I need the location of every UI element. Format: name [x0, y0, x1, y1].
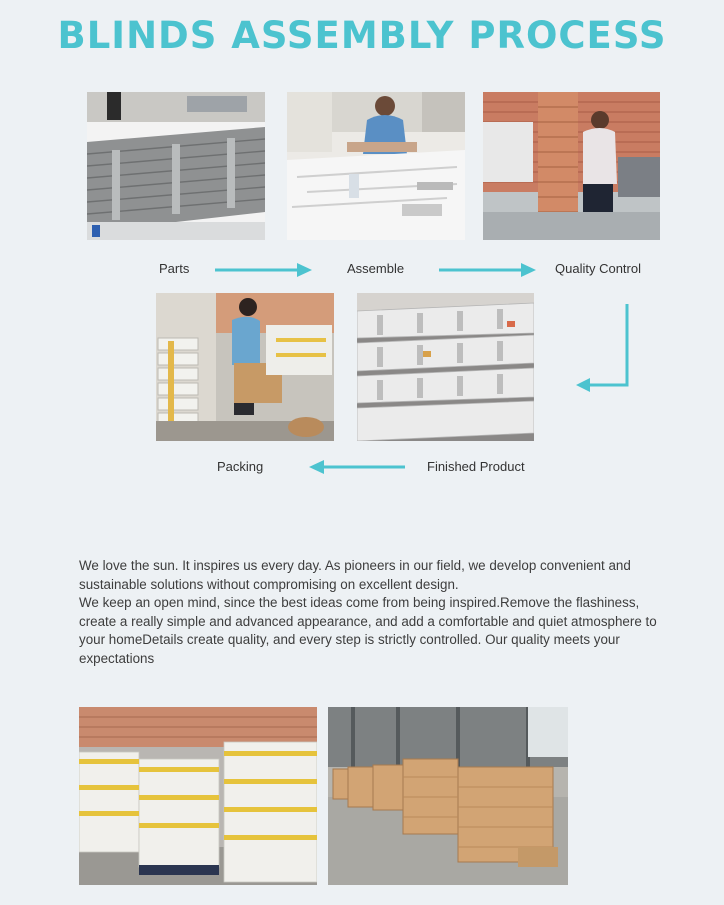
step-label-finished-product: Finished Product — [427, 459, 525, 474]
step-label-assemble: Assemble — [347, 261, 405, 276]
warehouse-stacked-products-photo — [79, 707, 317, 885]
arrow-icon — [309, 460, 405, 474]
packing-photo — [156, 293, 334, 441]
assemble-photo — [287, 92, 465, 240]
parts-photo — [87, 92, 265, 240]
finished-product-photo — [357, 293, 534, 441]
quality-control-photo — [483, 92, 660, 240]
arrow-icon — [439, 263, 536, 277]
description-paragraph-2: We keep an open mind, since the best ideas come from being inspired.Remove the flashiness, create a really simple and advanced appearance, and add a comfortable and quiet atmosphere to your homeDetails create quality, and every step is strictly controlled. Our quality meets your expectations — [79, 595, 657, 666]
warehouse-wooden-crates-photo — [328, 707, 568, 885]
elbow-arrow-icon — [576, 304, 632, 396]
step-label-quality-control: Quality Control — [555, 261, 641, 276]
description-text — [79, 557, 679, 669]
step-label-packing: Packing — [217, 459, 264, 474]
arrow-icon — [215, 263, 312, 277]
step-label-parts: Parts — [159, 261, 190, 276]
description-paragraph-1: We love the sun. It inspires us every day. As pioneers in our field, we develop convenient and sustainable solutions without compromising on excellent design. — [79, 558, 631, 592]
page-title: BLINDS ASSEMBLY PROCESS — [57, 14, 667, 57]
